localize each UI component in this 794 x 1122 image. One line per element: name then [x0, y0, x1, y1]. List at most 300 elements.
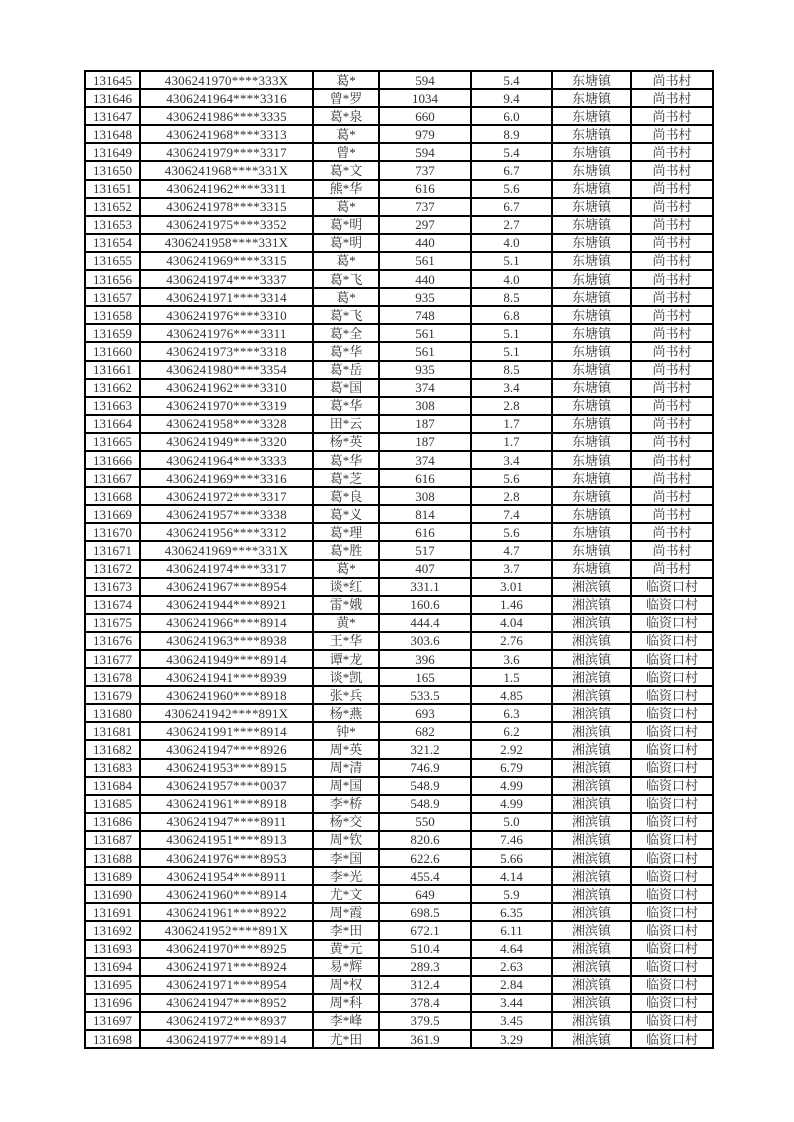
id-number-cell: 4306241974****3337 — [140, 270, 313, 288]
serial-cell: 131649 — [85, 143, 140, 161]
name-cell: 李*桥 — [313, 795, 379, 813]
town-cell: 东塘镇 — [552, 560, 631, 578]
table-row — [85, 940, 713, 958]
rate-cell: 6.35 — [471, 903, 552, 921]
id-number-cell: 4306241957****3338 — [140, 505, 313, 523]
village-cell: 临资口村 — [631, 849, 713, 867]
name-cell: 尤*文 — [313, 885, 379, 903]
town-cell: 湘滨镇 — [552, 903, 631, 921]
town-cell: 湘滨镇 — [552, 994, 631, 1012]
table-row — [85, 433, 713, 451]
table-row — [85, 722, 713, 740]
serial-cell: 131655 — [85, 252, 140, 270]
village-cell: 临资口村 — [631, 668, 713, 686]
town-cell: 东塘镇 — [552, 451, 631, 469]
serial-cell: 131646 — [85, 89, 140, 107]
rate-cell: 5.0 — [471, 813, 552, 831]
serial-cell: 131673 — [85, 578, 140, 596]
table-row — [85, 180, 713, 198]
serial-cell: 131658 — [85, 306, 140, 324]
table-row — [85, 523, 713, 541]
serial-cell: 131667 — [85, 469, 140, 487]
town-cell: 东塘镇 — [552, 379, 631, 397]
town-cell: 湘滨镇 — [552, 849, 631, 867]
id-number-cell: 4306241949****3320 — [140, 433, 313, 451]
table-row — [85, 451, 713, 469]
town-cell: 东塘镇 — [552, 252, 631, 270]
serial-cell: 131689 — [85, 867, 140, 885]
table-row — [85, 632, 713, 650]
id-number-cell: 4306241976****3310 — [140, 306, 313, 324]
rate-cell: 5.9 — [471, 885, 552, 903]
village-cell: 临资口村 — [631, 686, 713, 704]
id-number-cell: 4306241944****8921 — [140, 596, 313, 614]
table-row — [85, 361, 713, 379]
table-row — [85, 469, 713, 487]
serial-cell: 131651 — [85, 180, 140, 198]
serial-cell: 131690 — [85, 885, 140, 903]
rate-cell: 3.29 — [471, 1030, 552, 1048]
amount-cell: 616 — [379, 469, 471, 487]
town-cell: 东塘镇 — [552, 523, 631, 541]
amount-cell: 187 — [379, 433, 471, 451]
village-cell: 尚书村 — [631, 198, 713, 216]
rate-cell: 5.1 — [471, 342, 552, 360]
name-cell: 葛* — [313, 288, 379, 306]
town-cell: 湘滨镇 — [552, 867, 631, 885]
amount-cell: 979 — [379, 125, 471, 143]
village-cell: 尚书村 — [631, 451, 713, 469]
id-number-cell: 4306241941****8939 — [140, 668, 313, 686]
amount-cell: 187 — [379, 415, 471, 433]
village-cell: 尚书村 — [631, 180, 713, 198]
amount-cell: 289.3 — [379, 958, 471, 976]
rate-cell: 6.7 — [471, 198, 552, 216]
name-cell: 葛*岳 — [313, 361, 379, 379]
serial-cell: 131666 — [85, 451, 140, 469]
rate-cell: 3.4 — [471, 379, 552, 397]
rate-cell: 2.8 — [471, 487, 552, 505]
town-cell: 东塘镇 — [552, 415, 631, 433]
name-cell: 葛*明 — [313, 234, 379, 252]
village-cell: 尚书村 — [631, 234, 713, 252]
serial-cell: 131683 — [85, 759, 140, 777]
rate-cell: 1.7 — [471, 415, 552, 433]
amount-cell: 160.6 — [379, 596, 471, 614]
town-cell: 湘滨镇 — [552, 704, 631, 722]
id-number-cell: 4306241957****0037 — [140, 777, 313, 795]
village-cell: 临资口村 — [631, 867, 713, 885]
amount-cell: 440 — [379, 270, 471, 288]
town-cell: 东塘镇 — [552, 180, 631, 198]
amount-cell: 548.9 — [379, 795, 471, 813]
table-row — [85, 596, 713, 614]
serial-cell: 131681 — [85, 722, 140, 740]
town-cell: 湘滨镇 — [552, 686, 631, 704]
amount-cell: 682 — [379, 722, 471, 740]
rate-cell: 4.14 — [471, 867, 552, 885]
amount-cell: 374 — [379, 379, 471, 397]
village-cell: 临资口村 — [631, 759, 713, 777]
table-row — [85, 71, 713, 89]
rate-cell: 3.01 — [471, 578, 552, 596]
id-number-cell: 4306241947****8926 — [140, 740, 313, 758]
name-cell: 葛*飞 — [313, 270, 379, 288]
name-cell: 葛* — [313, 198, 379, 216]
village-cell: 尚书村 — [631, 342, 713, 360]
village-cell: 临资口村 — [631, 994, 713, 1012]
table-row — [85, 813, 713, 831]
rate-cell: 8.5 — [471, 361, 552, 379]
town-cell: 湘滨镇 — [552, 813, 631, 831]
table-row — [85, 668, 713, 686]
village-cell: 临资口村 — [631, 940, 713, 958]
records-table — [84, 70, 714, 1049]
id-number-cell: 4306241968****3313 — [140, 125, 313, 143]
serial-cell: 131676 — [85, 632, 140, 650]
name-cell: 李*光 — [313, 867, 379, 885]
town-cell: 湘滨镇 — [552, 940, 631, 958]
name-cell: 葛*胜 — [313, 541, 379, 559]
id-number-cell: 4306241960****8918 — [140, 686, 313, 704]
village-cell: 尚书村 — [631, 433, 713, 451]
table-row — [85, 686, 713, 704]
name-cell: 易*辉 — [313, 958, 379, 976]
village-cell: 临资口村 — [631, 722, 713, 740]
amount-cell: 378.4 — [379, 994, 471, 1012]
table-row — [85, 1030, 713, 1048]
amount-cell: 510.4 — [379, 940, 471, 958]
town-cell: 东塘镇 — [552, 433, 631, 451]
table-row — [85, 324, 713, 342]
village-cell: 临资口村 — [631, 921, 713, 939]
village-cell: 临资口村 — [631, 632, 713, 650]
name-cell: 周*霞 — [313, 903, 379, 921]
amount-cell: 444.4 — [379, 614, 471, 632]
rate-cell: 8.9 — [471, 125, 552, 143]
serial-cell: 131663 — [85, 397, 140, 415]
id-number-cell: 4306241951****8913 — [140, 831, 313, 849]
amount-cell: 396 — [379, 650, 471, 668]
serial-cell: 131671 — [85, 541, 140, 559]
village-cell: 尚书村 — [631, 560, 713, 578]
amount-cell: 737 — [379, 198, 471, 216]
village-cell: 尚书村 — [631, 71, 713, 89]
serial-cell: 131680 — [85, 704, 140, 722]
serial-cell: 131693 — [85, 940, 140, 958]
amount-cell: 820.6 — [379, 831, 471, 849]
id-number-cell: 4306241980****3354 — [140, 361, 313, 379]
serial-cell: 131694 — [85, 958, 140, 976]
id-number-cell: 4306241962****3311 — [140, 180, 313, 198]
rate-cell: 2.76 — [471, 632, 552, 650]
village-cell: 临资口村 — [631, 795, 713, 813]
amount-cell: 746.9 — [379, 759, 471, 777]
amount-cell: 594 — [379, 71, 471, 89]
rate-cell: 6.79 — [471, 759, 552, 777]
town-cell: 东塘镇 — [552, 361, 631, 379]
id-number-cell: 4306241964****3316 — [140, 89, 313, 107]
serial-cell: 131645 — [85, 71, 140, 89]
rate-cell: 1.7 — [471, 433, 552, 451]
village-cell: 临资口村 — [631, 1012, 713, 1030]
amount-cell: 455.4 — [379, 867, 471, 885]
town-cell: 东塘镇 — [552, 487, 631, 505]
name-cell: 谭*龙 — [313, 650, 379, 668]
rate-cell: 4.04 — [471, 614, 552, 632]
rate-cell: 2.63 — [471, 958, 552, 976]
village-cell: 尚书村 — [631, 541, 713, 559]
town-cell: 湘滨镇 — [552, 650, 631, 668]
village-cell: 尚书村 — [631, 397, 713, 415]
rate-cell: 1.5 — [471, 668, 552, 686]
village-cell: 尚书村 — [631, 89, 713, 107]
rate-cell: 2.92 — [471, 740, 552, 758]
table-row — [85, 994, 713, 1012]
rate-cell: 8.5 — [471, 288, 552, 306]
town-cell: 湘滨镇 — [552, 777, 631, 795]
amount-cell: 935 — [379, 361, 471, 379]
id-number-cell: 4306241949****8914 — [140, 650, 313, 668]
village-cell: 尚书村 — [631, 288, 713, 306]
serial-cell: 131687 — [85, 831, 140, 849]
village-cell: 临资口村 — [631, 596, 713, 614]
id-number-cell: 4306241972****8937 — [140, 1012, 313, 1030]
table-row — [85, 921, 713, 939]
village-cell: 临资口村 — [631, 650, 713, 668]
table-row — [85, 867, 713, 885]
table-row — [85, 976, 713, 994]
amount-cell: 594 — [379, 143, 471, 161]
rate-cell: 4.0 — [471, 270, 552, 288]
table-row — [85, 234, 713, 252]
id-number-cell: 4306241970****3319 — [140, 397, 313, 415]
rate-cell: 5.4 — [471, 71, 552, 89]
serial-cell: 131696 — [85, 994, 140, 1012]
id-number-cell: 4306241969****331X — [140, 541, 313, 559]
village-cell: 尚书村 — [631, 487, 713, 505]
id-number-cell: 4306241973****3318 — [140, 342, 313, 360]
table-row — [85, 161, 713, 179]
village-cell: 临资口村 — [631, 704, 713, 722]
table-row — [85, 125, 713, 143]
village-cell: 临资口村 — [631, 813, 713, 831]
town-cell: 湘滨镇 — [552, 596, 631, 614]
town-cell: 湘滨镇 — [552, 921, 631, 939]
id-number-cell: 4306241961****8922 — [140, 903, 313, 921]
rate-cell: 3.4 — [471, 451, 552, 469]
town-cell: 东塘镇 — [552, 270, 631, 288]
town-cell: 湘滨镇 — [552, 722, 631, 740]
town-cell: 湘滨镇 — [552, 614, 631, 632]
amount-cell: 660 — [379, 107, 471, 125]
village-cell: 临资口村 — [631, 903, 713, 921]
name-cell: 葛*义 — [313, 505, 379, 523]
id-number-cell: 4306241963****8938 — [140, 632, 313, 650]
rate-cell: 2.8 — [471, 397, 552, 415]
id-number-cell: 4306241976****8953 — [140, 849, 313, 867]
serial-cell: 131659 — [85, 324, 140, 342]
name-cell: 李*国 — [313, 849, 379, 867]
rate-cell: 1.46 — [471, 596, 552, 614]
name-cell: 曾*罗 — [313, 89, 379, 107]
serial-cell: 131682 — [85, 740, 140, 758]
serial-cell: 131678 — [85, 668, 140, 686]
name-cell: 葛*全 — [313, 324, 379, 342]
village-cell: 尚书村 — [631, 505, 713, 523]
name-cell: 杨*交 — [313, 813, 379, 831]
village-cell: 临资口村 — [631, 958, 713, 976]
id-number-cell: 4306241961****8918 — [140, 795, 313, 813]
amount-cell: 548.9 — [379, 777, 471, 795]
amount-cell: 361.9 — [379, 1030, 471, 1048]
serial-cell: 131654 — [85, 234, 140, 252]
rate-cell: 7.46 — [471, 831, 552, 849]
id-number-cell: 4306241958****3328 — [140, 415, 313, 433]
table-row — [85, 831, 713, 849]
amount-cell: 533.5 — [379, 686, 471, 704]
id-number-cell: 4306241954****8911 — [140, 867, 313, 885]
serial-cell: 131661 — [85, 361, 140, 379]
serial-cell: 131656 — [85, 270, 140, 288]
name-cell: 李*田 — [313, 921, 379, 939]
name-cell: 黄*元 — [313, 940, 379, 958]
id-number-cell: 4306241974****3317 — [140, 560, 313, 578]
table-row — [85, 958, 713, 976]
id-number-cell: 4306241968****331X — [140, 161, 313, 179]
village-cell: 尚书村 — [631, 252, 713, 270]
id-number-cell: 4306241964****3333 — [140, 451, 313, 469]
town-cell: 湘滨镇 — [552, 795, 631, 813]
amount-cell: 321.2 — [379, 740, 471, 758]
id-number-cell: 4306241947****8911 — [140, 813, 313, 831]
serial-cell: 131684 — [85, 777, 140, 795]
name-cell: 周*国 — [313, 777, 379, 795]
id-number-cell: 4306241971****8924 — [140, 958, 313, 976]
name-cell: 周*清 — [313, 759, 379, 777]
name-cell: 周*钦 — [313, 831, 379, 849]
serial-cell: 131675 — [85, 614, 140, 632]
rate-cell: 5.6 — [471, 523, 552, 541]
serial-cell: 131660 — [85, 342, 140, 360]
town-cell: 东塘镇 — [552, 397, 631, 415]
town-cell: 东塘镇 — [552, 107, 631, 125]
rate-cell: 6.3 — [471, 704, 552, 722]
amount-cell: 737 — [379, 161, 471, 179]
table-row — [85, 759, 713, 777]
name-cell: 李*峰 — [313, 1012, 379, 1030]
table-row — [85, 397, 713, 415]
serial-cell: 131669 — [85, 505, 140, 523]
amount-cell: 561 — [379, 324, 471, 342]
serial-cell: 131674 — [85, 596, 140, 614]
amount-cell: 331.1 — [379, 578, 471, 596]
serial-cell: 131698 — [85, 1030, 140, 1048]
amount-cell: 561 — [379, 252, 471, 270]
rate-cell: 3.6 — [471, 650, 552, 668]
amount-cell: 308 — [379, 397, 471, 415]
table-row — [85, 270, 713, 288]
village-cell: 尚书村 — [631, 523, 713, 541]
id-number-cell: 4306241972****3317 — [140, 487, 313, 505]
town-cell: 东塘镇 — [552, 541, 631, 559]
rate-cell: 4.99 — [471, 777, 552, 795]
amount-cell: 672.1 — [379, 921, 471, 939]
amount-cell: 440 — [379, 234, 471, 252]
table-row — [85, 541, 713, 559]
table-row — [85, 143, 713, 161]
rate-cell: 6.8 — [471, 306, 552, 324]
table-row — [85, 342, 713, 360]
rate-cell: 5.6 — [471, 180, 552, 198]
rate-cell: 5.1 — [471, 324, 552, 342]
rate-cell: 9.4 — [471, 89, 552, 107]
village-cell: 尚书村 — [631, 107, 713, 125]
id-number-cell: 4306241969****3315 — [140, 252, 313, 270]
id-number-cell: 4306241956****3312 — [140, 523, 313, 541]
name-cell: 谈*凯 — [313, 668, 379, 686]
village-cell: 临资口村 — [631, 831, 713, 849]
name-cell: 葛*理 — [313, 523, 379, 541]
name-cell: 曾* — [313, 143, 379, 161]
town-cell: 东塘镇 — [552, 505, 631, 523]
town-cell: 湘滨镇 — [552, 885, 631, 903]
serial-cell: 131664 — [85, 415, 140, 433]
name-cell: 葛*文 — [313, 161, 379, 179]
name-cell: 周*权 — [313, 976, 379, 994]
rate-cell: 3.45 — [471, 1012, 552, 1030]
name-cell: 雷*娥 — [313, 596, 379, 614]
amount-cell: 622.6 — [379, 849, 471, 867]
town-cell: 东塘镇 — [552, 288, 631, 306]
amount-cell: 379.5 — [379, 1012, 471, 1030]
rate-cell: 6.2 — [471, 722, 552, 740]
name-cell: 杨*燕 — [313, 704, 379, 722]
amount-cell: 165 — [379, 668, 471, 686]
amount-cell: 748 — [379, 306, 471, 324]
table-row — [85, 740, 713, 758]
village-cell: 尚书村 — [631, 216, 713, 234]
table-row — [85, 560, 713, 578]
table-row — [85, 849, 713, 867]
id-number-cell: 4306241978****3315 — [140, 198, 313, 216]
town-cell: 东塘镇 — [552, 71, 631, 89]
town-cell: 湘滨镇 — [552, 831, 631, 849]
rate-cell: 3.7 — [471, 560, 552, 578]
table-row — [85, 777, 713, 795]
rate-cell: 5.6 — [471, 469, 552, 487]
rate-cell: 2.84 — [471, 976, 552, 994]
table-row — [85, 650, 713, 668]
town-cell: 东塘镇 — [552, 324, 631, 342]
id-number-cell: 4306241969****3316 — [140, 469, 313, 487]
rate-cell: 5.4 — [471, 143, 552, 161]
amount-cell: 303.6 — [379, 632, 471, 650]
table-row — [85, 578, 713, 596]
id-number-cell: 4306241991****8914 — [140, 722, 313, 740]
table-row — [85, 107, 713, 125]
table-row — [85, 505, 713, 523]
serial-cell: 131652 — [85, 198, 140, 216]
town-cell: 湘滨镇 — [552, 578, 631, 596]
serial-cell: 131688 — [85, 849, 140, 867]
name-cell: 葛* — [313, 252, 379, 270]
id-number-cell: 4306241952****891X — [140, 921, 313, 939]
village-cell: 尚书村 — [631, 306, 713, 324]
rate-cell: 6.0 — [471, 107, 552, 125]
town-cell: 东塘镇 — [552, 161, 631, 179]
village-cell: 临资口村 — [631, 777, 713, 795]
